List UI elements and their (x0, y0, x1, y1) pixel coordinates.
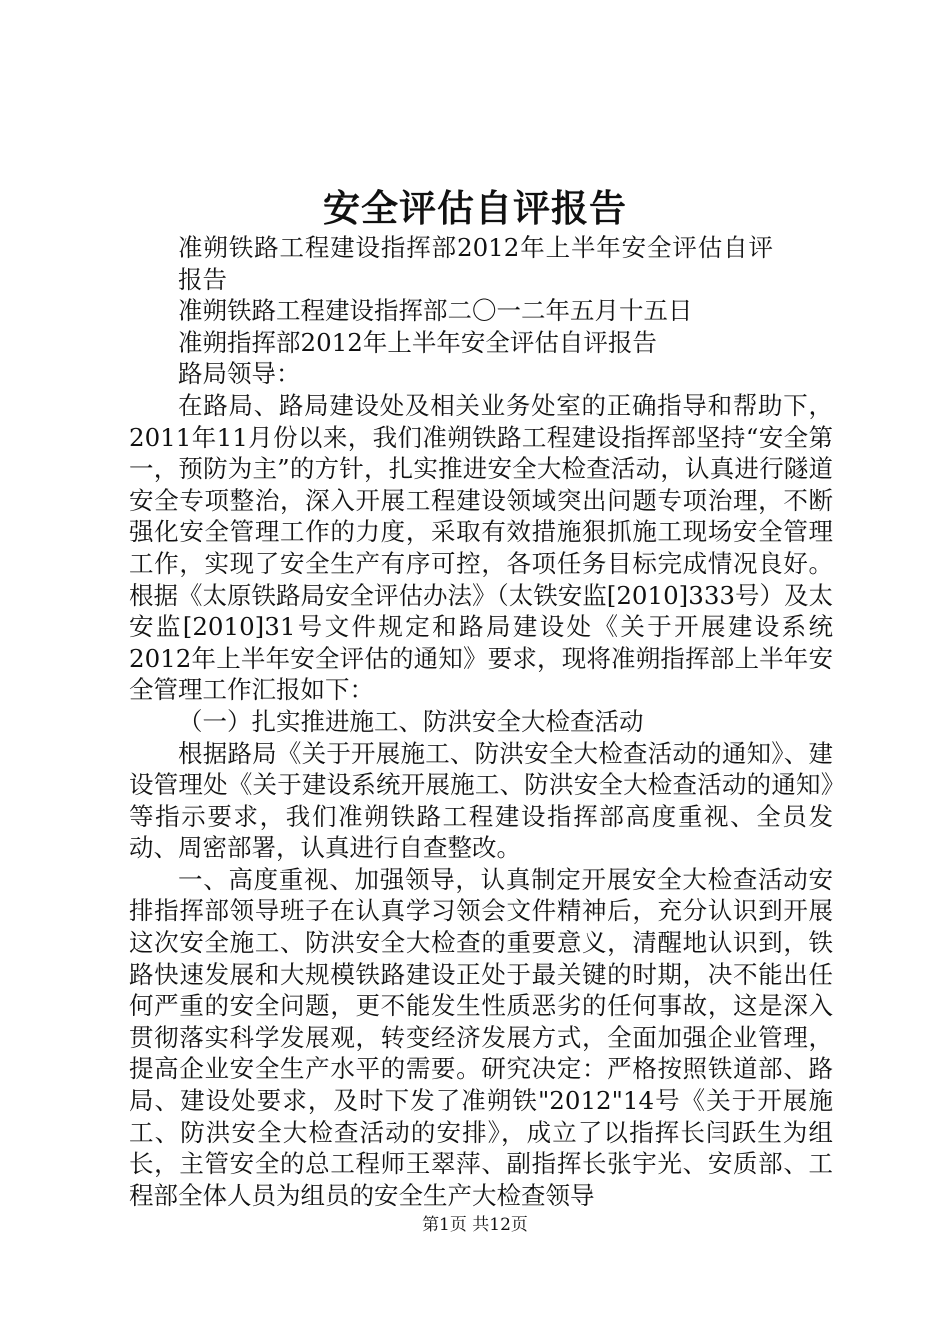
document-body (129, 232, 833, 1211)
section-1-paragraph: 根据路局《关于开展施工、防洪安全大检查活动的通知》、建设管理处《关于建设系统开展施工、防洪安全大检查活动的通知》等指示要求，我们准朔铁路工程建设指挥部高度重视、全员发动、周密部署，认真进行自查整改。 (129, 738, 833, 863)
document-title: 安全评估自评报告 (323, 186, 627, 230)
subsection-1-paragraph: 一、高度重视、加强领导，认真制定开展安全大检查活动安排指挥部领导班子在认真学习领会文件精神后，充分认识到开展这次安全施工、防洪安全大检查的重要意义，清醒地认识到，铁路快速发展和大规模铁路建设正处于最关键的时期，决不能出任何严重的安全问题，更不能发生性质恶劣的任何事故，这是深入贯彻落实科学发展观，转变经济发展方式，全面加强企业管理，提高企业安全生产水平的需要。研究决定：严格按照铁道部、路局、建设处要求，及时下发了准朔铁"2012"14号《关于开展施工、防洪安全大检查活动的安排》，成立了以指挥长闫跃生为组长，主管安全的总工程师王翠萍、副指挥长张宇光、安质部、工程部全体人员为组员的安全生产大检查领导 (129, 864, 833, 1210)
salutation: 路局领导： (178, 359, 301, 389)
page-number-footer: 第1页 共12页 (422, 1215, 528, 1235)
section-heading-1: （一）扎实推进施工、防洪安全大检查活动 (178, 706, 644, 736)
intro-paragraph: 在路局、路局建设处及相关业务处室的正确指导和帮助下，2011年11月份以来，我们准朔铁路工程建设指挥部坚持“安全第一，预防为主”的方针，扎实推进安全大检查活动，认真进行隧道安全专项整治，深入开展工程建设领域突出问题专项治理，不断强化安全管理工作的力度，采取有效措施狠抓施工现场安全管理工作，实现了安全生产有序可控，各项任务目标完成情况良好。根据《太原铁路局安全评估办法》（太铁安监[2010]333号）及太安监[2010]31号文件规定和路局建设处《关于开展建设系统2012年上半年安全评估的通知》要求，现将准朔指挥部上半年安全管理工作汇报如下： (129, 390, 833, 705)
report-heading: 准朔铁路工程建设指挥部2012年上半年安全评估自评报告 (178, 233, 773, 294)
report-date: 准朔铁路工程建设指挥部二〇一二年五月十五日 (178, 296, 693, 326)
report-subtitle: 准朔指挥部2012年上半年安全评估自评报告 (178, 327, 657, 357)
